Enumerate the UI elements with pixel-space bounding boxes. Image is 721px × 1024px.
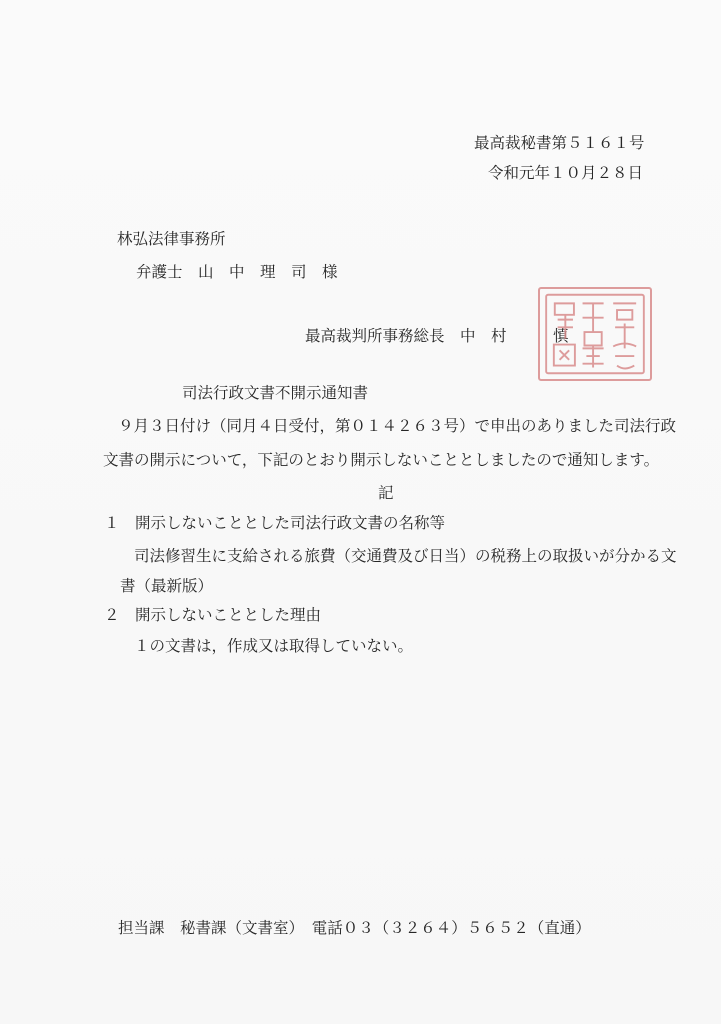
item-2-title: ２ 開示しないこととした理由 — [104, 606, 322, 624]
recipient-name: 弁護士 山 中 理 司 様 — [136, 263, 338, 281]
document-date: 令和元年１０月２８日 — [488, 164, 644, 182]
item-2-body: １の文書は，作成又は取得していない。 — [134, 637, 414, 655]
item-1-line-2: 書（最新版） — [120, 577, 214, 595]
body-paragraph-line-1: ９月３日付け（同月４日受付，第０１４２６３号）で申出のありました司法行政 — [118, 417, 677, 435]
item-1-title: １ 開示しないこととした司法行政文書の名称等 — [104, 514, 446, 532]
sender-title: 最高裁判所事務総長 中 村 慎 — [305, 327, 569, 345]
body-paragraph-line-2: 文書の開示について，下記のとおり開示しないこととしましたので通知します。 — [103, 451, 660, 469]
item-1-line-1: 司法修習生に支給される旅費（交通費及び日当）の税務上の取扱いが分かる文 — [134, 547, 677, 565]
document-subject: 司法行政文書不開示通知書 — [182, 384, 369, 402]
footer-contact: 担当課 秘書課（文書室） 電話０３（３２６４）５６５２（直通） — [118, 919, 591, 937]
official-seal-icon — [538, 287, 652, 381]
ki-heading: 記 — [378, 484, 394, 502]
recipient-office: 林弘法律事務所 — [117, 230, 226, 248]
document-number: 最高裁秘書第５１６１号 — [474, 134, 645, 152]
